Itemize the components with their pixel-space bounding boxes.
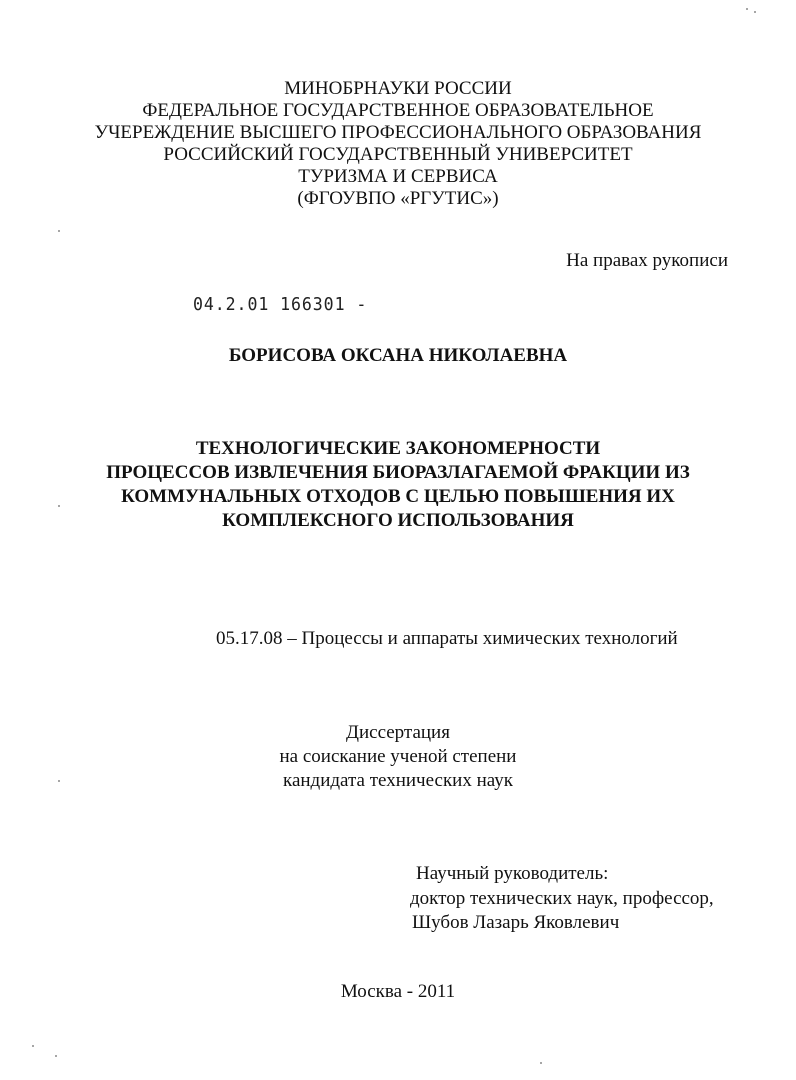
supervisor-degree: доктор технических наук, профессор,	[410, 888, 714, 909]
scan-speck	[58, 230, 60, 232]
work-type-line-3: кандидата технических наук	[283, 770, 513, 791]
scan-speck	[754, 11, 756, 13]
title-line-3: КОММУНАЛЬНЫХ ОТХОДОВ С ЦЕЛЬЮ ПОВЫШЕНИЯ ИХ	[121, 486, 675, 507]
organization-line-3: РОССИЙСКИЙ ГОСУДАРСТВЕННЫЙ УНИВЕРСИТЕТ	[163, 144, 633, 165]
title-line-1: ТЕХНОЛОГИЧЕСКИЕ ЗАКОНОМЕРНОСТИ	[195, 438, 601, 459]
title-line-2: ПРОЦЕССОВ ИЗВЛЕЧЕНИЯ БИОРАЗЛАГАЕМОЙ ФРАКЦИИ ИЗ	[106, 462, 690, 483]
scan-speck	[55, 1055, 57, 1057]
organization-abbreviation: (ФГОУВПО «РГУТИС»)	[297, 188, 499, 209]
specialty-code: 05.17.08 – Процессы и аппараты химических технологий	[216, 628, 678, 649]
supervisor-name: Шубов Лазарь Яковлевич	[412, 912, 620, 933]
scan-speck	[746, 8, 748, 10]
work-type-line-2: на соискание ученой степени	[279, 746, 517, 767]
manuscript-note: На правах рукописи	[566, 250, 728, 271]
author-name: БОРИСОВА ОКСАНА НИКОЛАЕВНА	[228, 345, 568, 366]
supervisor-label: Научный руководитель:	[416, 863, 609, 884]
registration-stamp: 04.2.01 166301 -	[193, 294, 368, 315]
scan-speck	[58, 780, 60, 782]
title-line-4: КОМПЛЕКСНОГО ИСПОЛЬЗОВАНИЯ	[222, 510, 574, 531]
place-and-year: Москва - 2011	[340, 981, 456, 1002]
organization-line-2: УЧЕРЕЖДЕНИЕ ВЫСШЕГО ПРОФЕССИОНАЛЬНОГО ОБРАЗОВАНИЯ	[94, 122, 702, 143]
ministry-name: МИНОБРНАУКИ РОССИИ	[284, 78, 512, 99]
work-type-line-1: Диссертация	[346, 722, 450, 743]
organization-line-1: ФЕДЕРАЛЬНОЕ ГОСУДАРСТВЕННОЕ ОБРАЗОВАТЕЛЬНОЕ	[142, 100, 654, 121]
organization-line-4: ТУРИЗМА И СЕРВИСА	[298, 166, 498, 187]
scan-speck	[32, 1045, 34, 1047]
scan-speck	[58, 505, 60, 507]
scan-speck	[540, 1062, 542, 1064]
